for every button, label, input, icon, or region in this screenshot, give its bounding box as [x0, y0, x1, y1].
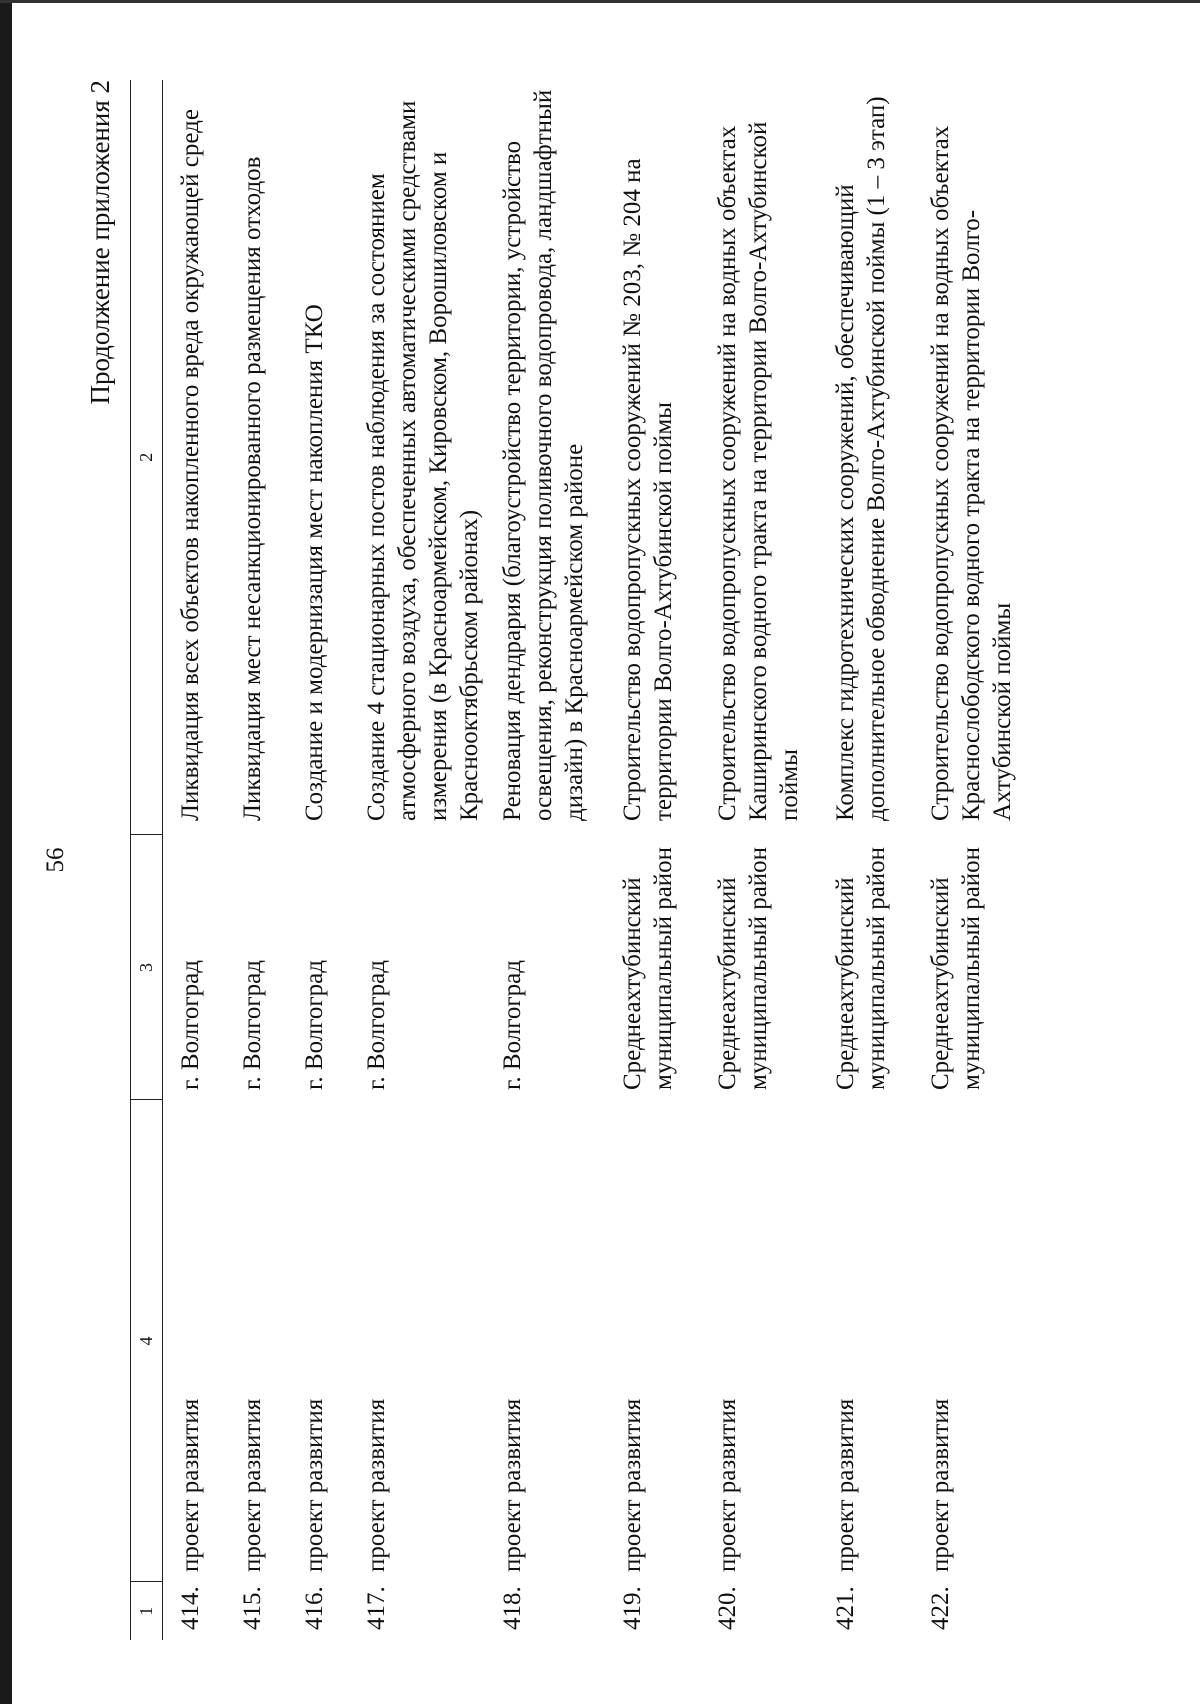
row-number: 416. [300, 1586, 328, 1630]
row-number: 420. [713, 1586, 741, 1630]
row-type: проект развития [177, 1398, 204, 1572]
row-type: проект развития [831, 1398, 859, 1572]
table-row [700, 80, 818, 1640]
row-location: г. Волгоград [177, 960, 204, 1090]
table-row [163, 80, 225, 1640]
projects-table [130, 80, 1018, 1640]
row-type: проект развития [362, 1398, 390, 1572]
row-location: г. Волгоград [362, 960, 390, 1090]
row-location: г. Волгоград [498, 960, 526, 1090]
row-name: Ликвидация всех объектов накопленного вреда окружающей среде [177, 109, 204, 821]
row-type: проект развития [713, 1398, 741, 1572]
row-number: 415. [238, 1586, 266, 1630]
row-name: Ликвидация мест несанкционированного размещения отходов [238, 156, 266, 821]
page-number: 56 [42, 847, 69, 873]
row-name: Строительство водопропускных сооружений на водных объектах Каширинского водного тракта на территории Волго-Ахтубинской поймы [713, 121, 803, 821]
table-row [349, 80, 485, 1640]
table-row [225, 80, 287, 1640]
row-type: проект развития [926, 1398, 954, 1572]
row-name: Строительство водопропускных сооружений № 203, № 204 на территории Волго-Ахтубинской поймы [618, 158, 677, 821]
row-number: 414. [177, 1586, 204, 1630]
row-location: Среднеахтубинский муниципальный район [926, 846, 985, 1090]
header-col-2: 2 [131, 80, 163, 835]
scan-edge-top [0, 0, 1200, 3]
header-col-1: 1 [131, 1582, 163, 1640]
header-col-4: 4 [131, 1100, 163, 1582]
row-location: г. Волгоград [300, 960, 328, 1090]
header-col-3: 3 [131, 835, 163, 1100]
rotated-content [42, 80, 1090, 1640]
row-location: Среднеахтубинский муниципальный район [618, 846, 677, 1090]
row-number: 422. [926, 1586, 954, 1630]
row-type: проект развития [498, 1398, 526, 1572]
table-row [913, 80, 1018, 1640]
row-number: 421. [831, 1586, 859, 1630]
row-location: Среднеахтубинский муниципальный район [713, 846, 772, 1090]
row-type: проект развития [618, 1398, 646, 1572]
row-number: 419. [618, 1586, 646, 1630]
row-location: г. Волгоград [238, 960, 266, 1090]
row-name: Создание 4 стационарных постов наблюдения за состоянием атмосферного воздуха, обеспеченных автоматическими средствами измерения (в Красноармейском, Кировском, Ворошиловском и Краснооктябрьском районах) [362, 100, 483, 821]
scan-edge-left [0, 0, 12, 1704]
table-header-row [131, 80, 163, 1640]
continuation-label: Продолжение приложения 2 [85, 80, 115, 405]
table-row [485, 80, 605, 1640]
row-type: проект развития [300, 1398, 328, 1572]
row-name: Комплекс гидротехнических сооружений, обеспечивающий дополнительное обводнение Волго-Ахтубинской поймы (1 – 3 этап) [831, 96, 890, 821]
table-row [818, 80, 913, 1640]
table-row [287, 80, 349, 1640]
row-number: 417. [362, 1586, 390, 1630]
row-type: проект развития [238, 1398, 266, 1572]
row-name: Реновация дендрария (благоустройство территории, устройство освещения, реконструкция поливочного водопровода, ландшафтный дизайн) в Красноармейском районе [498, 89, 588, 821]
row-name: Строительство водопропускных сооружений на водных объектах Краснослободского водного тракта на территории Волго-Ахтубинской поймы [926, 125, 1016, 821]
row-location: Среднеахтубинский муниципальный район [831, 846, 890, 1090]
table-row [605, 80, 700, 1640]
row-name: Создание и модернизация мест накопления ТКО [300, 304, 328, 821]
row-number: 418. [498, 1586, 526, 1630]
